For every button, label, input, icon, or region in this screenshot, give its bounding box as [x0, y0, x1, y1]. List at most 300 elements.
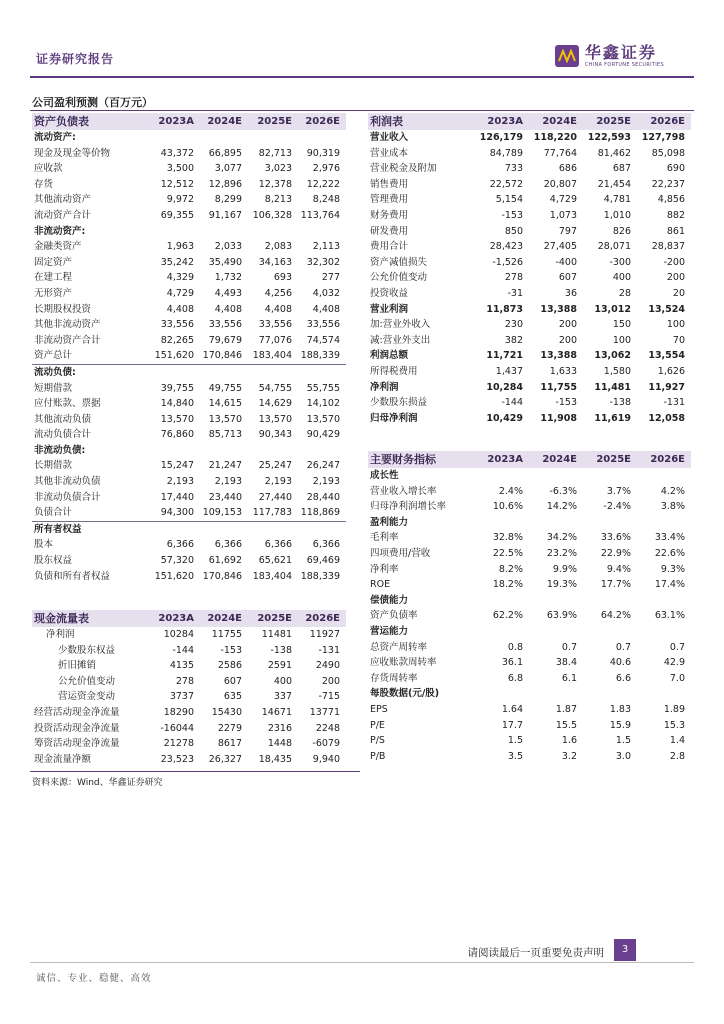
cell-value: 1,732 [214, 272, 242, 284]
cell-value: 3.5 [507, 750, 523, 762]
cell-value: 69,469 [306, 555, 340, 567]
cell-value: 693 [273, 272, 292, 284]
cell-value: 2279 [217, 722, 242, 734]
cell-value: 22.5% [492, 547, 523, 559]
table-row [32, 736, 346, 752]
cell-value: 170,846 [202, 570, 242, 582]
cell-value: 1.4 [669, 735, 685, 747]
cell-value: -31 [507, 287, 523, 299]
table-row [368, 702, 691, 718]
row-label: 净利润 [46, 629, 75, 640]
cell-value: 3737 [169, 691, 194, 703]
cell-value: 39,755 [160, 382, 194, 394]
table-row [368, 286, 691, 302]
row-label: 其他非流动负债 [34, 476, 101, 488]
cell-value: 36 [564, 287, 577, 299]
cell-value: 69,355 [160, 209, 194, 221]
row-label: 股东权益 [34, 555, 73, 567]
cell-value: 11,927 [648, 381, 685, 393]
table-row [368, 130, 691, 146]
cell-value: 2316 [267, 722, 292, 734]
cell-value: 76,860 [160, 429, 194, 441]
cell-value: 2591 [267, 660, 292, 672]
row-label: 在建工程 [34, 272, 73, 284]
table-row [32, 643, 346, 659]
cell-value: 11755 [211, 629, 242, 640]
cell-value: 188,339 [300, 350, 340, 362]
cell-value: 1,626 [657, 365, 685, 377]
row-label: 长期借款 [34, 460, 73, 472]
row-label: 折旧摊销 [58, 660, 97, 672]
cell-value: 18290 [163, 706, 194, 718]
row-label: 营业税金及附加 [370, 163, 437, 175]
cell-value: 861 [666, 225, 685, 237]
table-row [32, 177, 346, 193]
cell-value: 33.6% [600, 532, 631, 544]
cell-value: 14.2% [546, 501, 577, 513]
table-row [32, 537, 346, 553]
cell-value [298, 224, 346, 240]
cell-value: 6,366 [214, 539, 242, 551]
row-label: 短期借款 [34, 382, 73, 394]
cell-value: 11,619 [594, 412, 631, 424]
row-label: 净利润 [370, 381, 399, 393]
table-row [368, 364, 691, 380]
cell-value: 1.6 [561, 735, 577, 747]
row-label: 流动负债合计 [34, 429, 92, 441]
cell-value: 9,940 [312, 753, 340, 765]
row-label: 存货周转率 [370, 672, 418, 684]
cell-value: 13771 [309, 706, 340, 718]
table-row [368, 515, 691, 531]
cell-value: 2586 [217, 660, 242, 672]
cell-value: 28,423 [489, 241, 523, 253]
cell-value: 2248 [315, 722, 340, 734]
cell-value: 635 [223, 691, 242, 703]
table-row [368, 733, 691, 749]
cell-value: 33,556 [208, 319, 242, 331]
row-label: P/E [370, 719, 385, 731]
cell-value: 109,153 [202, 507, 242, 519]
cell-value: 15.9 [609, 719, 631, 731]
table-row [368, 255, 691, 271]
cell-value [583, 624, 637, 640]
cell-value: 90,343 [258, 429, 292, 441]
cell-value: 6,366 [264, 539, 292, 551]
cell-value: 11927 [309, 629, 340, 640]
cell-value [471, 515, 529, 531]
cell-value: -715 [318, 691, 340, 703]
cell-value [637, 593, 691, 609]
row-label: 其他流动负债 [34, 413, 92, 425]
cell-value: 733 [504, 163, 523, 175]
cell-value: 8,248 [312, 194, 340, 206]
row-label: 营业收入 [370, 132, 409, 143]
row-label: 减:营业外支出 [370, 334, 431, 346]
cell-value: 1,010 [603, 209, 631, 221]
cell-value: 27,440 [258, 491, 292, 503]
cell-value [150, 130, 200, 146]
cell-value: 84,789 [489, 147, 523, 159]
cell-value: -1,526 [492, 256, 523, 268]
cell-value: 2,976 [312, 163, 340, 175]
table-row [368, 192, 691, 208]
cell-value: 1.64 [501, 703, 523, 715]
cell-value: 43,372 [160, 147, 194, 159]
cell-value: 117,783 [252, 507, 292, 519]
cell-value: -153 [501, 209, 523, 221]
table-row [368, 348, 691, 364]
year-header: 2026E [298, 113, 346, 130]
cell-value [583, 593, 637, 609]
row-label: 每股数据(元/股) [370, 688, 440, 700]
table-row [368, 302, 691, 318]
table-row [368, 749, 691, 765]
cell-value: 13,388 [540, 303, 577, 315]
cell-value: 2,193 [214, 476, 242, 488]
cell-value [200, 224, 248, 240]
cell-value: 200 [558, 334, 577, 346]
cell-value: 34,163 [258, 256, 292, 268]
cell-value: 7.0 [669, 672, 685, 684]
row-label: 营业成本 [370, 147, 409, 159]
table-row [368, 317, 691, 333]
table-row [368, 208, 691, 224]
cell-value: 2,083 [264, 241, 292, 253]
cell-value: 1,963 [166, 241, 194, 253]
cell-value: 122,593 [587, 132, 631, 143]
cell-value: -153 [555, 397, 577, 409]
cell-value: 0.7 [615, 641, 631, 653]
cell-value: 4.2% [660, 485, 685, 497]
table-row [32, 474, 346, 490]
cell-value: 4,856 [657, 194, 685, 206]
logo-icon [555, 45, 579, 67]
cell-value: 33,556 [306, 319, 340, 331]
cell-value: 90,429 [306, 429, 340, 441]
cell-value [248, 521, 298, 537]
row-label: 应收账款周转率 [370, 657, 437, 669]
row-label: 非流动负债合计 [34, 491, 101, 503]
cell-value [298, 443, 346, 459]
cell-value: 74,574 [306, 334, 340, 346]
table-row [32, 658, 346, 674]
cell-value: 61,692 [208, 555, 242, 567]
cell-value: 81,462 [597, 147, 631, 159]
cell-value: 12,896 [208, 178, 242, 190]
table-row [32, 286, 346, 302]
table-row [368, 624, 691, 640]
cell-value: 5,154 [495, 194, 523, 206]
source-divider [30, 771, 360, 772]
cell-value: 4,408 [312, 303, 340, 315]
cell-value: 15,247 [160, 460, 194, 472]
cell-value [471, 686, 529, 702]
cell-value: 19.3% [546, 579, 577, 591]
cell-value: 4,729 [166, 287, 194, 299]
cell-value: 151,620 [154, 570, 194, 582]
table-row [32, 752, 346, 768]
cell-value: 6.6 [615, 672, 631, 684]
cell-value: -300 [609, 256, 631, 268]
cell-value: 32.8% [492, 532, 523, 544]
cell-value: 882 [666, 209, 685, 221]
cell-value: 10.6% [492, 501, 523, 513]
logo-text-cn: 华鑫证券 [584, 43, 657, 62]
cell-value: 8.2% [498, 563, 523, 575]
logo-text-en: CHINA FORTUNE SECURITIES [584, 62, 664, 68]
company-logo [555, 44, 664, 68]
data-source: 资料来源：Wind、华鑫证券研究 [32, 778, 163, 788]
cell-value: 13,570 [258, 413, 292, 425]
cell-value: 3.2 [561, 750, 577, 762]
cell-value: 38.4 [555, 657, 577, 669]
cell-value: 13,012 [594, 303, 631, 315]
table-row [368, 686, 691, 702]
cell-value: 23,440 [208, 491, 242, 503]
table-row [368, 239, 691, 255]
cell-value: 11,908 [540, 412, 577, 424]
cell-value: 32,302 [306, 256, 340, 268]
table-row [32, 364, 346, 380]
cell-value: 4,408 [264, 303, 292, 315]
cell-value: 4,032 [312, 287, 340, 299]
cell-value [637, 468, 691, 484]
row-label: 应收款 [34, 163, 63, 175]
table-title: 现金流量表 [32, 610, 150, 627]
cell-value [471, 593, 529, 609]
cell-value: 6.8 [507, 672, 523, 684]
cell-value: 12,512 [160, 178, 194, 190]
row-label: ROE [370, 579, 391, 591]
cell-value: 188,339 [300, 570, 340, 582]
table-row [32, 458, 346, 474]
cell-value [150, 521, 200, 537]
table-row [32, 627, 346, 643]
cell-value: 2,193 [264, 476, 292, 488]
cell-value: 183,404 [252, 570, 292, 582]
table-row [368, 177, 691, 193]
table-row [32, 427, 346, 443]
cell-value: 22.9% [600, 547, 631, 559]
cell-value: -131 [663, 397, 685, 409]
cell-value: 79,679 [208, 334, 242, 346]
cell-value: 4,256 [264, 287, 292, 299]
cell-value: 26,327 [208, 753, 242, 765]
cell-value: 151,620 [154, 350, 194, 362]
row-label: 存货 [34, 178, 54, 190]
table-row [368, 530, 691, 546]
cell-value: 8617 [217, 738, 242, 750]
cell-value: 8,299 [214, 194, 242, 206]
table-row [32, 348, 346, 364]
cell-value [150, 443, 200, 459]
cell-value: 14,840 [160, 398, 194, 410]
cell-value: 40.6 [609, 657, 631, 669]
cell-value [248, 443, 298, 459]
cell-value: 12,058 [648, 412, 685, 424]
cell-value: 826 [612, 225, 631, 237]
cell-value: 49,755 [208, 382, 242, 394]
balance-sheet-table [32, 113, 346, 584]
cell-value: -153 [220, 644, 242, 656]
cell-value [637, 624, 691, 640]
cell-value: 9,972 [166, 194, 194, 206]
row-label: 营业收入增长率 [370, 485, 437, 497]
table-row [32, 333, 346, 349]
cell-value: 15.3 [663, 719, 685, 731]
cell-value: 4,329 [166, 272, 194, 284]
cell-value: 150 [612, 319, 631, 331]
cell-value: 200 [558, 319, 577, 331]
cell-value: 400 [612, 272, 631, 284]
cell-value: 277 [321, 272, 340, 284]
cell-value [529, 624, 583, 640]
row-label: 长期股权投资 [34, 303, 92, 315]
cell-value: 33,556 [258, 319, 292, 331]
table-row [368, 411, 691, 427]
cell-value: 63.1% [654, 610, 685, 622]
table-row [368, 161, 691, 177]
table-row [32, 302, 346, 318]
table-row [368, 146, 691, 162]
cell-value: 11,481 [594, 381, 631, 393]
row-label: 投资收益 [370, 287, 409, 299]
cell-value [150, 224, 200, 240]
cell-value: 35,242 [160, 256, 194, 268]
cell-value [248, 364, 298, 380]
cell-value: -138 [609, 397, 631, 409]
cell-value: 23.2% [546, 547, 577, 559]
report-type-label: 证券研究报告 [36, 52, 115, 66]
row-label: 资产减值损失 [370, 256, 428, 268]
cell-value: 15430 [211, 706, 242, 718]
table-row [32, 146, 346, 162]
year-header: 2025E [248, 113, 298, 130]
cell-value: 33,556 [160, 319, 194, 331]
cell-value: 3,500 [166, 163, 194, 175]
year-header: 2026E [637, 451, 691, 468]
year-header: 2023A [150, 113, 200, 130]
row-label: 负债合计 [34, 507, 73, 519]
cell-value: 2,113 [312, 241, 340, 253]
cell-value: 1.89 [663, 703, 685, 715]
table-row [368, 333, 691, 349]
cell-value [150, 364, 200, 380]
year-header: 2024E [200, 113, 248, 130]
row-label: 费用合计 [370, 241, 409, 253]
table-row [32, 721, 346, 737]
table-row [32, 705, 346, 721]
cell-value: 13,524 [648, 303, 685, 315]
cell-value: 1,073 [549, 209, 577, 221]
row-label: 四项费用/营收 [370, 547, 431, 559]
cell-value: 90,319 [306, 147, 340, 159]
cell-value: 382 [504, 334, 523, 346]
table-row [32, 674, 346, 690]
cell-value: 4,781 [603, 194, 631, 206]
disclaimer-link[interactable]: 请阅读最后一页重要免责声明 [467, 947, 604, 959]
cell-value: 3.8% [660, 501, 685, 513]
table-row [32, 569, 346, 585]
cell-value: 28 [618, 287, 631, 299]
cell-value: 15.5 [555, 719, 577, 731]
row-label: 利润总额 [370, 350, 409, 362]
cell-value: 26,247 [306, 460, 340, 472]
row-label: 非流动负债: [34, 444, 86, 456]
cell-value: 2490 [315, 660, 340, 672]
cell-value: 12,222 [306, 178, 340, 190]
table-row [32, 239, 346, 255]
cell-value: 230 [504, 319, 523, 331]
row-label: 管理费用 [370, 194, 409, 206]
cell-value: 13,554 [648, 350, 685, 362]
cell-value: 4135 [169, 660, 194, 672]
cell-value [200, 443, 248, 459]
year-header: 2025E [583, 451, 637, 468]
cell-value: 106,328 [252, 209, 292, 221]
table-row [32, 412, 346, 428]
cell-value: 9.3% [660, 563, 685, 575]
cell-value: 1.87 [555, 703, 577, 715]
cell-value: 62.2% [492, 610, 523, 622]
row-label: 财务费用 [370, 209, 409, 221]
row-label: 销售费用 [370, 178, 409, 190]
cell-value: -144 [501, 397, 523, 409]
cell-value: 13,570 [160, 413, 194, 425]
cell-value [200, 130, 248, 146]
row-label: 净利率 [370, 563, 399, 575]
table-header-row [32, 113, 346, 130]
cell-value [583, 686, 637, 702]
cashflow-table [32, 610, 346, 767]
table-row [368, 655, 691, 671]
table-row [32, 443, 346, 459]
row-label: 营业利润 [370, 303, 409, 315]
footer-slogan: 诚信、专业、稳健、高效 [36, 973, 152, 984]
table-row [368, 395, 691, 411]
cell-value: 17.7% [600, 579, 631, 591]
table-row [32, 130, 346, 146]
cell-value: 6.1 [561, 672, 577, 684]
cell-value: 8,213 [264, 194, 292, 206]
cell-value: 113,764 [300, 209, 340, 221]
cell-value: 797 [558, 225, 577, 237]
year-header: 2024E [529, 113, 583, 130]
forecast-title: 公司盈利预测（百万元） [32, 96, 153, 109]
cell-value [471, 624, 529, 640]
cell-value: 170,846 [202, 350, 242, 362]
cell-value: 64.2% [600, 610, 631, 622]
row-label: 金融类资产 [34, 241, 82, 253]
cell-value: -16044 [160, 722, 194, 734]
table-row [368, 562, 691, 578]
row-label: 固定资产 [34, 256, 73, 268]
cell-value: 22,572 [489, 178, 523, 190]
table-row [32, 396, 346, 412]
cell-value: 0.7 [561, 641, 577, 653]
year-header: 2024E [200, 610, 248, 627]
cell-value: -131 [318, 644, 340, 656]
table-row [368, 546, 691, 562]
cell-value: 0.7 [669, 641, 685, 653]
cell-value: 54,755 [258, 382, 292, 394]
cell-value [583, 468, 637, 484]
row-label: 股本 [34, 539, 54, 551]
cell-value: 2.8 [669, 750, 685, 762]
row-label: 所有者权益 [32, 521, 150, 537]
row-label: 归母净利润 [370, 412, 418, 424]
